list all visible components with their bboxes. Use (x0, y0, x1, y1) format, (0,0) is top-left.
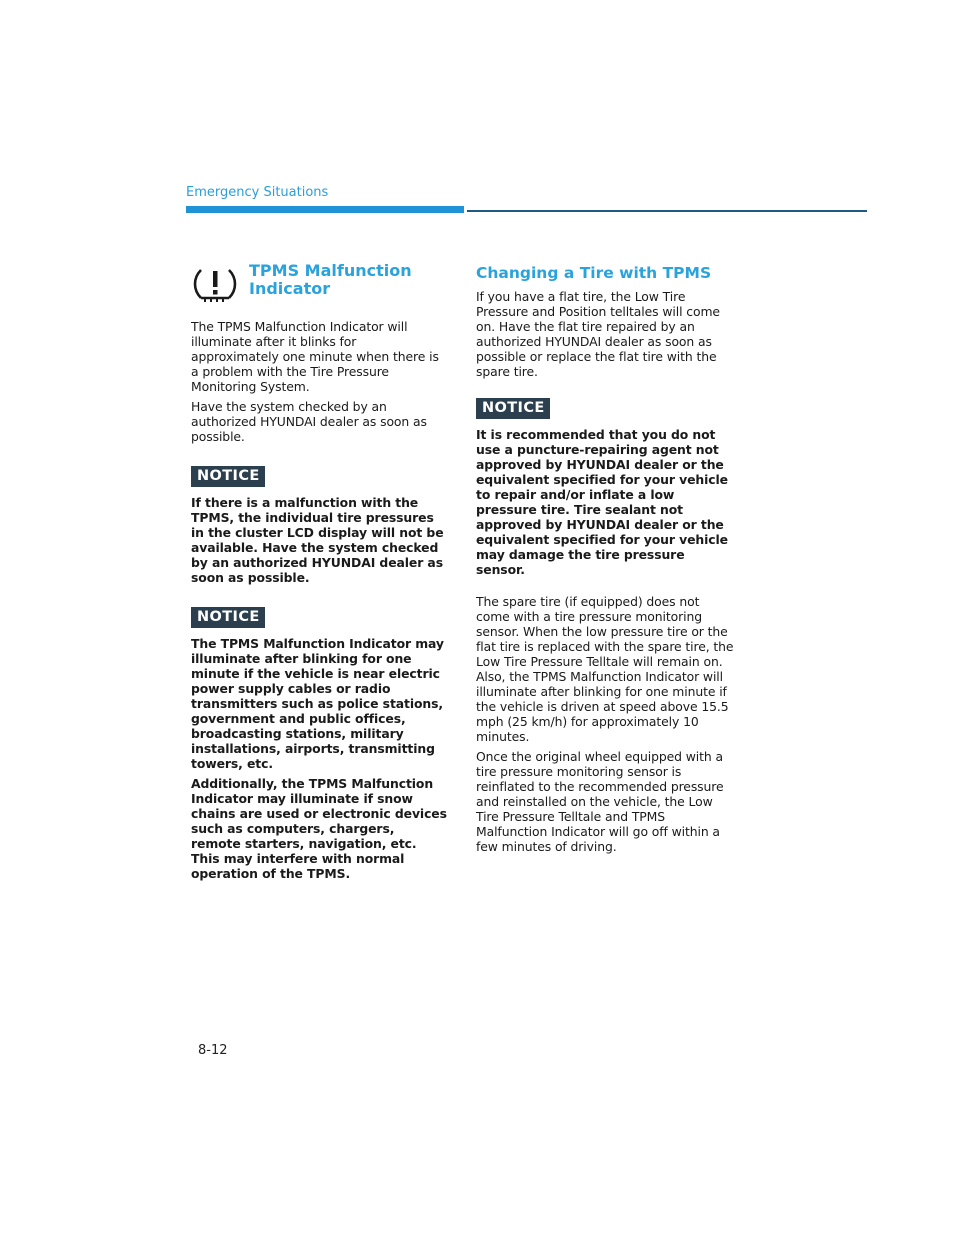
flat-tire-paragraph: If you have a flat tire, the Low Tire Pressure and Position telltales will come on. Have the flat tire repaired by an authorized HYUNDAI dealer as soon as possible or replace the flat tire with the spare tire. (476, 289, 720, 379)
reinstall-paragraph: Once the original wheel equipped with a tire pressure monitoring sensor is reinflated to the recommended pressure and reinstalled on the vehicle, the Low Tire Pressure Telltale and TPMS Malfunction Indicator will go off within a few minutes of driving. (476, 749, 724, 854)
page-number: 8-12 (198, 1043, 228, 1058)
notice-text: Additionally, the TPMS Malfunction Indicator may illuminate if snow chains are used or electronic devices such as computers, chargers, remote starters, navigation, etc. This may interfere with normal operation of the TPMS. (191, 776, 447, 881)
header-rule (467, 210, 867, 212)
indicator-description: The TPMS Malfunction Indicator will illuminate after it blinks for approximately one minute when there is a problem with the Tire Pressure Monitoring System. (191, 319, 439, 394)
indicator-heading (191, 262, 447, 312)
notice-text: The TPMS Malfunction Indicator may illuminate after blinking for one minute if the vehicle is near electric power supply cables or radio transmitters such as police stations, government and public offices, broadcasting stations, military installations, airports, transmitting towers, etc. (191, 636, 444, 771)
tpms-warning-icon (191, 264, 239, 304)
indicator-advice: Have the system checked by an authorized HYUNDAI dealer as soon as possible. (191, 399, 427, 444)
spare-tire-paragraph: The spare tire (if equipped) does not come with a tire pressure monitoring sensor. When the low pressure tire or the flat tire is replaced with the spare tire, the Low Tire Pressure Telltale will remain on. Also, the TPMS Malfunction Indicator will illuminate after blinking for one minute if the vehicle is driven at speed above 15.5 mph (25 km/h) for approximately 10 minutes. (476, 594, 734, 744)
section-header: Emergency Situations (186, 185, 329, 200)
notice-text: If there is a malfunction with the TPMS, the individual tire pressures in the cluster LCD display will not be available. Have the system checked by an authorized HYUNDAI dealer as soon as possible. (191, 495, 444, 585)
indicator-title: TPMS Malfunction Indicator (249, 261, 412, 298)
left-column (191, 262, 447, 886)
notice-text: It is recommended that you do not use a puncture-repairing agent not approved by HYUNDAI dealer or the equivalent specified for your vehicle to repair and/or inflate a low pressure tire. Tire sealant not approved by HYUNDAI dealer or the equivalent specified for your vehicle may damage the tire pressure sensor. (476, 427, 728, 577)
section-title: Changing a Tire with TPMS (476, 264, 712, 282)
notice-badge: NOTICE (191, 466, 265, 487)
notice-badge: NOTICE (476, 398, 550, 419)
right-column (476, 264, 734, 859)
notice-badge: NOTICE (191, 607, 265, 628)
header-accent-bar (186, 206, 464, 213)
